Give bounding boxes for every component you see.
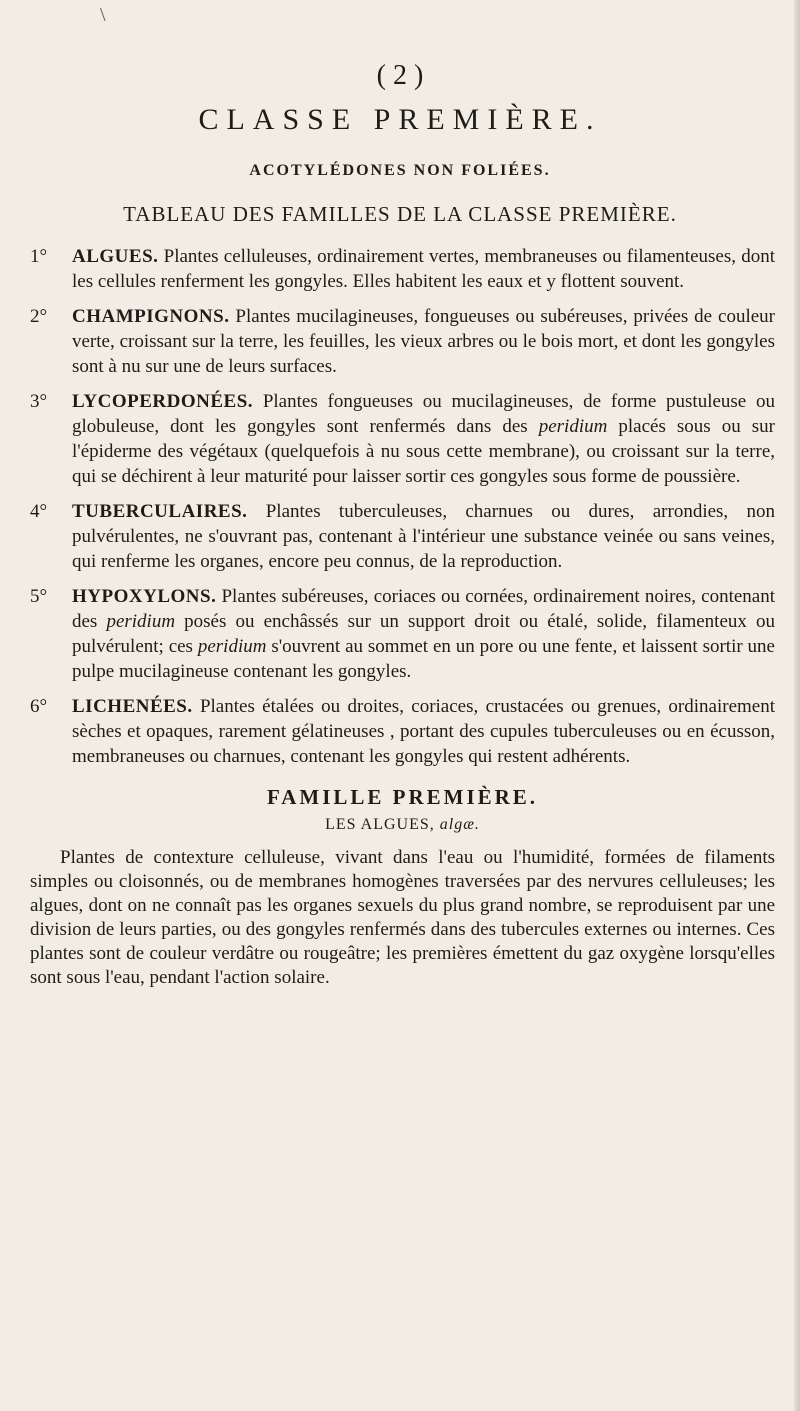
entry-name: LICHENÉES.: [72, 696, 193, 717]
entry-italic-term: peridium: [197, 636, 267, 657]
entry-text: Plantes fongueuses ou mucilagineuses, de forme pustuleuse ou globuleuse, dont les gongyles sont renfermés dans des: [72, 391, 776, 437]
entry-number: 1°: [30, 246, 48, 267]
entry-number: 4°: [30, 501, 48, 522]
entry-text: placés sous ou sur l'épiderme des végétaux (quelquefois à nu sous cette membrane), ou croissant sur la terre, qui se déchirent à leur maturité pour laisser sortir ces gongyles sous forme de poussière.: [72, 416, 775, 487]
family-subtitle-text: LES ALGUES,: [325, 816, 435, 833]
class-subtitle: ACOTYLÉDONES NON FOLIÉES.: [249, 162, 551, 179]
entry-text: Plantes celluleuses, ordinairement vertes, membraneuses ou filamenteuses, dont les cellules renferment les gongyles. Elles habitent les eaux et y flottent souvent.: [72, 246, 776, 292]
entry-text: Plantes étalées ou droites, coriaces, crustacées ou grenues, ordinairement sèches et opaques, rarement gélatineuses , portant des cupules tuberculeuses ou en écusson, membraneuses ou charnues, contenant les gongyles qui restent adhérents.: [72, 696, 776, 767]
entry-text: s'ouvrent au sommet en un pore ou une fente, et laissent sortir une pulpe mucilagineuse contenant les gongyles.: [72, 636, 775, 682]
list-item: [30, 584, 775, 684]
entry-name: CHAMPIGNONS.: [72, 306, 230, 327]
entry-number: 5°: [30, 586, 48, 607]
entry-name: TUBERCULAIRES.: [72, 501, 248, 522]
entry-name: ALGUES.: [72, 246, 159, 267]
family-title: FAMILLE PREMIÈRE.: [266, 785, 539, 809]
entry-name: LYCOPERDONÉES.: [72, 391, 254, 412]
list-item: [30, 694, 775, 769]
entry-text: posés ou enchâssés sur un support droit ou étalé, solide, filamenteux ou pulvérulent; ces: [72, 611, 775, 657]
page-number: ( 2 ): [376, 60, 424, 91]
family-list: [30, 244, 775, 990]
list-item: [30, 244, 775, 294]
class-title: CLASSE PREMIÈRE.: [198, 103, 602, 136]
table-title: TABLEAU DES FAMILLES DE LA CLASSE PREMIÈRE.: [123, 202, 677, 226]
corner-mark: \: [100, 4, 106, 26]
entry-text: Plantes subéreuses, coriaces ou cornées, ordinairement noires, contenant des: [72, 586, 775, 632]
entry-text: Plantes tuberculeuses, charnues ou dures, arrondies, non pulvérulentes, ne s'ouvrant pas, contenant à l'intérieur une substance veinée ou sans veines, qui renferme les organes, encore peu connus, de la reproduction.: [72, 501, 775, 572]
entry-number: 2°: [30, 306, 48, 327]
entry-italic-term: peridium: [538, 416, 608, 437]
entry-number: 3°: [30, 391, 48, 412]
entry-italic-term: peridium: [106, 611, 176, 632]
list-item: [30, 499, 775, 574]
family-subtitle: [30, 816, 775, 834]
family-latin-name: algæ.: [439, 816, 480, 833]
entry-name: HYPOXYLONS.: [72, 586, 217, 607]
entry-text: Plantes mucilagineuses, fongueuses ou subéreuses, privées de couleur verte, croissant sur la terre, les feuilles, les vieux arbres ou le bois mort, et dont les gongyles sont à nu sur une de leurs surfaces.: [72, 306, 775, 377]
entry-number: 6°: [30, 696, 48, 717]
list-item: [30, 389, 775, 489]
list-item: [30, 304, 775, 379]
family-description: Plantes de contexture celluleuse, vivant dans l'eau ou l'humidité, formées de filaments simples ou cloisonnés, ou de membranes homogènes traversées par des nervures celluleuses; les algues, dont on ne connaît pas les organes sexuels du plus grand nombre, se reproduisent par une division de leurs parties, ou des gongyles renfermés dans des tubercules externes ou internes. Ces plantes sont de couleur verdâtre ou rougeâtre; les premières émettent du gaz oxygène lorsqu'elles sont sous l'eau, pendant l'action solaire.: [30, 847, 775, 988]
